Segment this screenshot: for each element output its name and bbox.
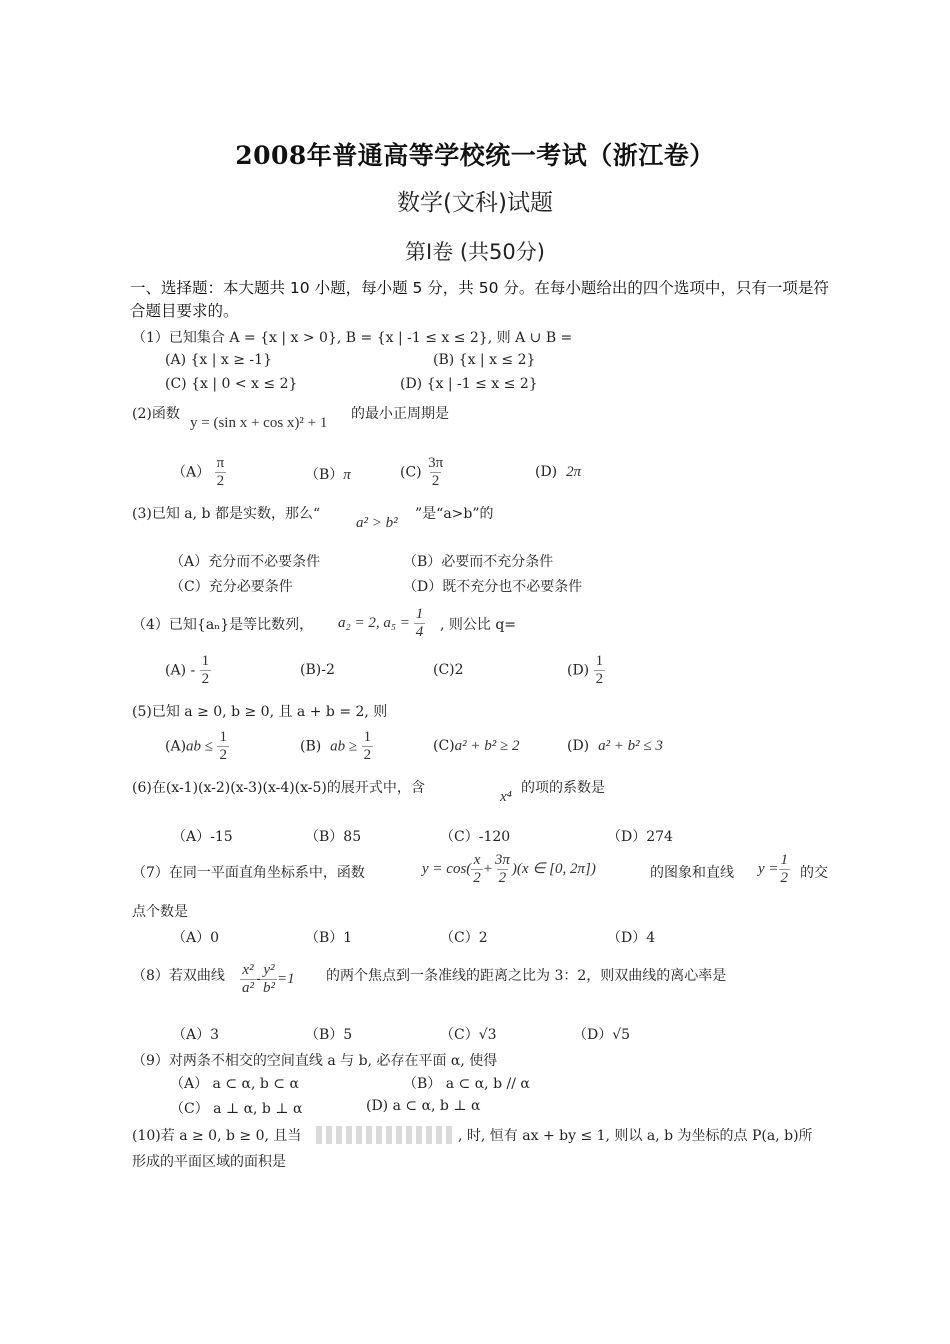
option-b: (B) {x | x ≤ 2} xyxy=(433,352,536,368)
formula: y = $\frac{1}{2}$ xyxy=(758,852,789,886)
question-stem-post: 的项的系数是 xyxy=(521,780,605,796)
option-c: （C）2 xyxy=(440,930,488,946)
question-stem-post: ”是“a>b”的 xyxy=(415,506,494,522)
question-4 xyxy=(132,614,313,634)
question-7 xyxy=(132,862,365,882)
fraction: $\frac{1}{2}$ xyxy=(363,729,372,763)
question-stem: 已知集合 A = {x | x > 0}, B = {x | -1 ≤ x ≤ 2}, 则 A ∪ B = xyxy=(168,330,573,346)
question-stem-line2: 形成的平面区域的面积是 xyxy=(132,1154,286,1170)
option-b: （B）1 xyxy=(305,930,353,946)
question-stem-post: 的两个焦点到一条准线的距离之比为 3：2，则双曲线的离心率是 xyxy=(326,968,727,984)
exam-subtitle: 数学(文科)试题 xyxy=(397,190,553,216)
question-number: (2) xyxy=(132,406,152,422)
question-number: （4） xyxy=(132,617,169,633)
question-10 xyxy=(132,1125,301,1145)
question-number: (3) xyxy=(132,506,152,522)
question-stem-pre: 函数 xyxy=(151,406,180,422)
option-c: (C) {x | 0 < x ≤ 2} xyxy=(165,376,298,392)
option-d: (D) a ⊂ α, b ⊥ α xyxy=(366,1098,481,1114)
formula: a₂ = 2, a₅ = $\frac{1}{4}$ xyxy=(338,606,424,640)
option-b: （B）必要而不充分条件 xyxy=(403,554,554,570)
option-c: （C）充分必要条件 xyxy=(170,579,293,595)
fraction: $\frac{\text{y²}}{\text{b²}}$ xyxy=(263,962,275,996)
question-stem-post: , 则公比 q= xyxy=(440,617,517,633)
option-c: （C） a ⊥ α, b ⊥ α xyxy=(170,1101,303,1117)
option-b: （B）5 xyxy=(305,1027,353,1043)
option-d: (D) 2π xyxy=(535,464,582,480)
formula: a² > b² xyxy=(356,515,398,531)
question-stem-post: , 时, 恒有 ax + by ≤ 1, 则以 a, b 为坐标的点 P(a, b)所 xyxy=(458,1128,813,1144)
option-a: （A）0 xyxy=(172,930,220,946)
option-c: (C)a² + b² ≥ 2 xyxy=(433,738,520,754)
option-c: (C)2 xyxy=(433,662,464,678)
formula: y = cos( $\frac{x}{2}$ + $\frac{3\pi}{2}$ )(x ∈ [0, 2π]) xyxy=(422,852,596,886)
option-a: (A)ab ≤ $\frac{1}{2}$ xyxy=(165,729,227,763)
option-c: （C）√3 xyxy=(440,1027,497,1043)
question-3 xyxy=(132,503,320,523)
formula: y = (sin x + cos x)² + 1 xyxy=(190,415,328,431)
question-number: （1） xyxy=(132,330,169,346)
fraction: $\frac{3\pi}{2}$ xyxy=(428,455,444,489)
fraction: $\frac{1}{4}$ xyxy=(415,606,424,640)
question-stem-pre: 若 a ≥ 0, b ≥ 0, 且当 xyxy=(160,1128,302,1144)
fraction: $\frac{1}{2}$ xyxy=(595,653,604,687)
question-stem-mid: 的图象和直线 xyxy=(650,865,734,881)
option-b: （B）85 xyxy=(305,829,362,845)
illegible-formula-image xyxy=(316,1124,456,1144)
option-a: （A） $\frac{\pi}{2}$ xyxy=(172,455,225,489)
formula: $\frac{\text{x²}}{\text{a²}}$ - $\frac{\text{y²}}{\text{b²}}$ =1 xyxy=(242,962,295,996)
question-stem-pre: 在同一平面直角坐标系中，函数 xyxy=(168,865,365,881)
option-d: （D）4 xyxy=(607,930,656,946)
exam-title: 2008年普通高等学校统一考试（浙江卷） xyxy=(235,141,715,170)
question-number: (5) xyxy=(132,704,152,720)
option-d: （D）√5 xyxy=(573,1027,631,1043)
fraction: $\frac{\pi}{2}$ xyxy=(216,455,225,489)
section-instructions: 一、选择题：本大题共 10 小题，每小题 5 分，共 50 分。在每小题给出的四个选项中，只有一项是符合题目要求的。 xyxy=(130,279,829,320)
option-d: （D）274 xyxy=(607,829,673,845)
question-number: （9） xyxy=(132,1053,169,1069)
question-stem-post: 的交 xyxy=(800,865,828,881)
option-a: (A) {x | x ≥ -1} xyxy=(165,352,272,368)
option-b: (B)-2 xyxy=(300,662,335,678)
question-2 xyxy=(132,403,180,423)
option-b: （B） a ⊂ α, b // α xyxy=(403,1076,530,1092)
question-number: （8） xyxy=(132,968,169,984)
option-b: (B) ab ≥ $\frac{1}{2}$ xyxy=(300,729,372,763)
fraction: $\frac{1}{2}$ xyxy=(219,729,227,763)
option-d: (D) {x | -1 ≤ x ≤ 2} xyxy=(400,376,538,392)
question-stem-pre: 已知 a, b 都是实数，那么“ xyxy=(151,506,321,522)
fraction: $\frac{3\pi}{2}$ xyxy=(494,852,510,886)
fraction: $\frac{\text{x²}}{\text{a²}}$ xyxy=(242,962,254,996)
question-6 xyxy=(132,777,425,797)
question-1 xyxy=(132,327,572,347)
option-a: （A）-15 xyxy=(172,829,233,845)
fraction: $\frac{1}{2}$ xyxy=(201,653,210,687)
question-stem-pre: 若双曲线 xyxy=(168,968,225,984)
question-5 xyxy=(132,701,387,721)
question-number: （7） xyxy=(132,865,169,881)
question-9 xyxy=(132,1050,497,1070)
option-c: (C) $\frac{3\pi}{2}$ xyxy=(400,455,444,489)
question-number: (10) xyxy=(132,1128,161,1144)
option-b: （B）π xyxy=(305,467,351,483)
question-stem: 对两条不相交的空间直线 a 与 b, 必存在平面 α, 使得 xyxy=(168,1053,498,1069)
formula: x⁴ xyxy=(500,789,512,805)
option-a: （A）3 xyxy=(172,1027,220,1043)
exam-volume: 第Ⅰ卷 (共50分) xyxy=(405,240,545,264)
option-a: （A）充分而不必要条件 xyxy=(170,554,321,570)
fraction: $\frac{x}{2}$ xyxy=(473,852,481,886)
option-d: （D）既不充分也不必要条件 xyxy=(403,579,583,595)
question-stem-line2: 点个数是 xyxy=(132,904,188,920)
option-d: (D) a² + b² ≤ 3 xyxy=(567,738,663,754)
option-a: (A) - $\frac{1}{2}$ xyxy=(165,653,210,687)
question-8 xyxy=(132,965,225,985)
fraction: $\frac{1}{2}$ xyxy=(780,852,789,886)
question-number: (6) xyxy=(132,780,152,796)
question-stem-post: 的最小正周期是 xyxy=(351,406,449,422)
question-stem-pre: 在(x-1)(x-2)(x-3)(x-4)(x-5)的展开式中，含 xyxy=(151,780,425,796)
question-stem: 已知 a ≥ 0, b ≥ 0, 且 a + b = 2, 则 xyxy=(151,704,388,720)
question-stem-pre: 已知{aₙ}是等比数列， xyxy=(168,617,314,633)
option-c: （C）-120 xyxy=(440,829,511,845)
option-a: （A） a ⊂ α, b ⊂ α xyxy=(170,1076,299,1092)
option-d: (D) $\frac{1}{2}$ xyxy=(567,653,604,687)
